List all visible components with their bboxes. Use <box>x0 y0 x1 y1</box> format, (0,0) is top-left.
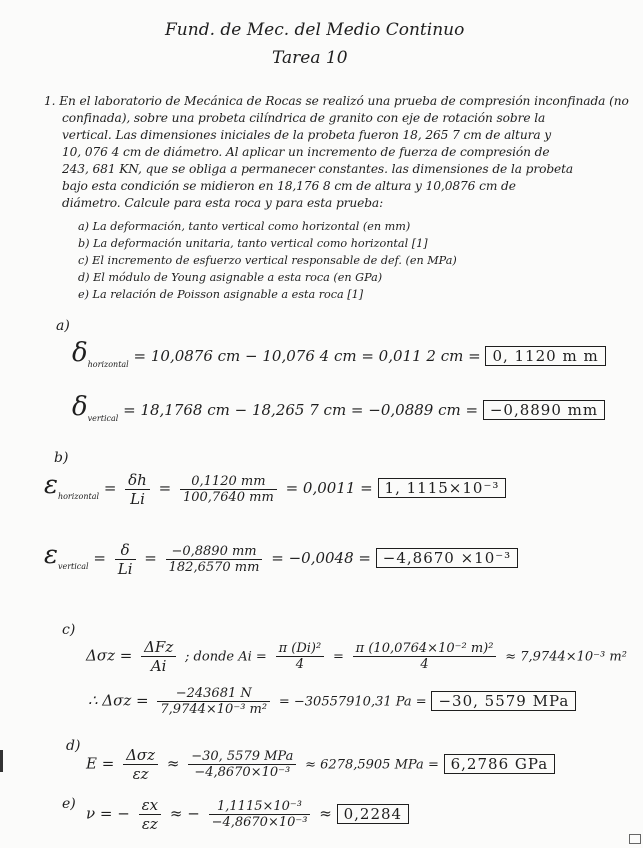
part-e-label: e) <box>62 796 76 812</box>
list-item: e) La relación de Poisson asignable a esta roca [1] <box>78 288 364 301</box>
result-box: 6,2786 GPa <box>444 754 556 774</box>
problem-line: 1. En el laboratorio de Mecánica de Rocas se realizó una prueba de compresión inconfinada (no <box>44 94 629 108</box>
course-title: Fund. de Mec. del Medio Continuo <box>165 20 465 40</box>
part-c-label: c) <box>62 622 76 638</box>
part-c-stress-equation: ∴ Δσz = $\frac{-243681 N}{\text{7,9744×10⁻³ m²}}$ = −30557910,31 Pa = −30, 5579 MPa <box>88 686 576 717</box>
result-box: 0, 1120 m m <box>485 346 605 366</box>
assignment-title: Tarea 10 <box>272 48 348 68</box>
problem-line: vertical. Las dimensiones iniciales de la probeta fueron 18, 265 7 cm de altura y <box>62 128 552 142</box>
list-item: d) El módulo de Young asignable a esta roca (en GPa) <box>78 271 383 284</box>
list-item: a) La deformación, tanto vertical como horizontal (en mm) <box>78 220 411 233</box>
result-box: −0,8890 mm <box>483 400 605 420</box>
result-box: −4,8670 ×10⁻³ <box>376 548 518 568</box>
part-d-equation: E = $\frac{\text{Δσz}}{\varepsilon z}$ ≈ $\frac{\text{−30, 5579 MPa}}{\text{−4,8670×10⁻³}}$ ≈ 6278,5905 MPa = 6,2786 GPa <box>86 746 555 783</box>
problem-line: confinada), sobre una probeta cilíndrica de granito con eje de rotación sobre la <box>62 111 546 125</box>
part-b-vertical-equation: $\varepsilon_{vertical}$ = $\frac{\delta}{Li}$ = $\frac{-0,8890 mm}{182,6570 mm}$ = −0,0048 = −4,8670 ×10⁻³ <box>44 540 518 578</box>
result-box: 1, 1115×10⁻³ <box>378 478 507 498</box>
result-box: −30, 5579 MPa <box>431 691 576 711</box>
problem-line: bajo esta condición se midieron en 18,176 8 cm de altura y 10,0876 cm de <box>62 179 516 193</box>
part-b-horizontal-equation: $\varepsilon_{horizontal}$ = $\frac{\delta h}{Li}$ = $\frac{0,1120 mm}{100,7640 mm}$ = 0,0011 = 1, 1115×10⁻³ <box>44 470 506 508</box>
list-item: c) El incremento de esfuerzo vertical responsable de def. (en MPa) <box>78 254 457 267</box>
part-a-label: a) <box>56 318 70 334</box>
problem-line: 243, 681 KN, que se obliga a permanecer constantes. las dimensiones de la probeta <box>62 162 574 176</box>
part-b-label: b) <box>54 450 69 466</box>
result-box: 0,2284 <box>337 804 410 824</box>
part-a-vertical-equation: $\delta_{vertical} = 18,1768$ cm − 18,265 7 cm = −0,0889 cm = −0,8890 mm <box>72 392 605 423</box>
list-item: b) La deformación unitaria, tanto vertical como horizontal [1] <box>78 237 428 250</box>
part-c-area-equation: Δσz = $\frac{\text{ΔFz}}{Ai}$ ; donde Ai = $\frac{\text{π (Di)²}}{4}$ = $\frac{\text{π (10,0764×10⁻² m)²}}{4}$ ≈ 7,9744×10⁻³ m² <box>86 638 627 675</box>
part-d-label: d) <box>66 738 81 754</box>
scan-edge-mark <box>0 750 3 772</box>
part-a-horizontal-equation: $\delta_{horizontal} = 10,0876$ cm − 10,076 4 cm = 0,011 2 cm = 0, 1120 m m <box>72 338 606 369</box>
problem-line: diámetro. Calcule para esta roca y para esta prueba: <box>62 196 384 210</box>
part-e-equation: ν = − $\frac{\varepsilon x}{\varepsilon z}$ ≈ − $\frac{\text{1,1115×10⁻³}}{\text{−4,8670×10⁻³}}$ ≈ 0,2284 <box>86 796 409 833</box>
problem-line: 10, 076 4 cm de diámetro. Al aplicar un incremento de fuerza de compresión de <box>62 145 550 159</box>
scan-corner-mark <box>629 834 641 844</box>
